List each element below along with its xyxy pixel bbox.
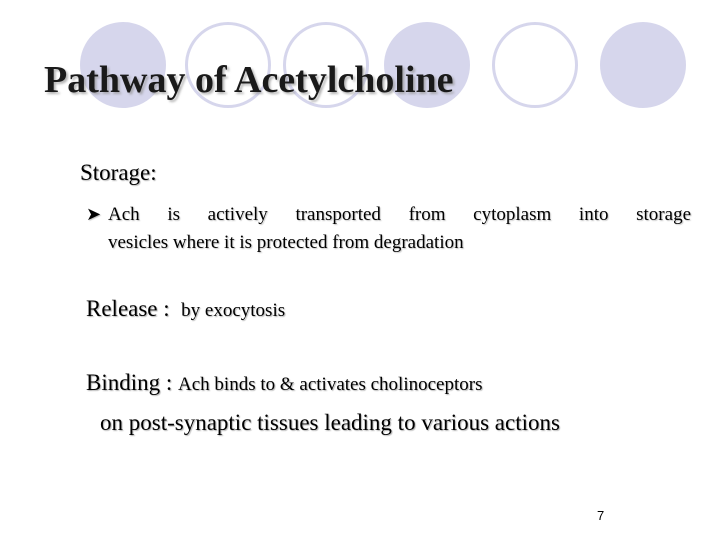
binding-continuation: on post-synaptic tissues leading to various actions xyxy=(100,410,560,435)
storage-heading: Storage: xyxy=(80,160,157,185)
decorative-circle xyxy=(492,22,578,108)
release-heading: Release : xyxy=(86,296,170,321)
binding-row xyxy=(86,370,482,396)
binding-description: Ach binds to & activates cholinoceptors xyxy=(178,374,483,395)
decorative-circle xyxy=(600,22,686,108)
storage-bullet xyxy=(86,200,691,257)
storage-bullet-line2: vesicles where it is protected from degradation xyxy=(108,232,464,253)
page-number: 7 xyxy=(597,508,605,523)
arrow-bullet-icon: ➤ xyxy=(86,204,102,224)
release-row xyxy=(86,296,285,322)
release-description: by exocytosis xyxy=(181,300,286,321)
slide-title: Pathway of Acetylcholine xyxy=(44,59,454,101)
storage-bullet-line1: Ach is actively transported from cytoplasm into storage xyxy=(108,204,691,225)
binding-heading: Binding : xyxy=(86,370,173,395)
